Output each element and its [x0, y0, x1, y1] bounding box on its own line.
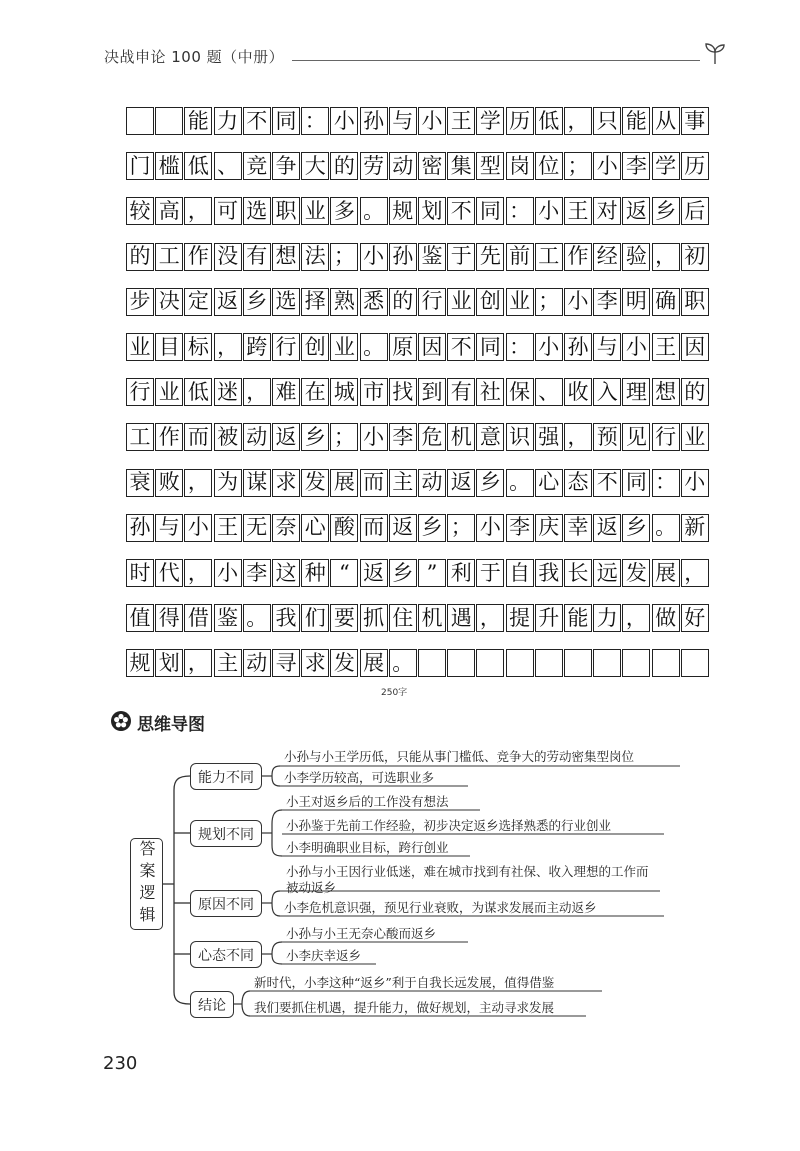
- grid-cell: “: [330, 559, 358, 587]
- grid-cell: 心: [535, 469, 563, 497]
- grid-cell: 到: [418, 378, 446, 406]
- grid-cell: 后: [681, 197, 709, 225]
- flower-icon: [110, 710, 132, 732]
- grid-cell: 目: [155, 333, 183, 361]
- grid-cell: 验: [622, 243, 650, 271]
- grid-cell: 利: [447, 559, 475, 587]
- grid-cell: 想: [272, 243, 300, 271]
- grid-cell: 职: [272, 197, 300, 225]
- grid-cell: 不: [447, 333, 475, 361]
- grid-cell: 发: [301, 469, 329, 497]
- grid-cell: 遇: [447, 604, 475, 632]
- grid-cell: 。: [360, 197, 388, 225]
- grid-cell: 长: [564, 559, 592, 587]
- grid-cell: 能: [184, 107, 212, 135]
- grid-cell: 创: [301, 333, 329, 361]
- grid-cell: 小: [593, 152, 621, 180]
- grid-cell: 机: [418, 604, 446, 632]
- grid-cell: 低: [184, 378, 212, 406]
- grid-cell: 能: [564, 604, 592, 632]
- grid-cell: 小: [622, 333, 650, 361]
- grid-cell: ，: [184, 197, 212, 225]
- grid-cell: 竞: [243, 152, 271, 180]
- grid-cell: 历: [506, 107, 534, 135]
- grid-cell: 乡: [389, 559, 417, 587]
- grid-cell: 见: [622, 423, 650, 451]
- grid-cell: ，: [681, 559, 709, 587]
- grid-cell: 李: [243, 559, 271, 587]
- grid-cell: [622, 649, 650, 677]
- grid-cell: 奈: [272, 514, 300, 542]
- grid-cell: 悉: [360, 288, 388, 316]
- grid-cell: 选: [272, 288, 300, 316]
- grid-cell: 借: [184, 604, 212, 632]
- grid-cell: 决: [155, 288, 183, 316]
- grid-cell: 争: [272, 152, 300, 180]
- grid-cell: 小: [214, 559, 242, 587]
- grid-cell: 熟: [330, 288, 358, 316]
- grid-cell: 心: [301, 514, 329, 542]
- grid-cell: ，: [652, 243, 680, 271]
- grid-cell: 发: [622, 559, 650, 587]
- grid-cell: 业: [330, 333, 358, 361]
- grid-cell: 低: [184, 152, 212, 180]
- grid-cell: 找: [389, 378, 417, 406]
- grid-cell: 我: [272, 604, 300, 632]
- grid-cell: 孙: [126, 514, 154, 542]
- grid-cell: 李: [622, 152, 650, 180]
- grid-cell: 乡: [243, 288, 271, 316]
- grid-cell: 法: [301, 243, 329, 271]
- grid-cell: 乡: [301, 423, 329, 451]
- grid-cell: 小: [681, 469, 709, 497]
- grid-cell: 定: [184, 288, 212, 316]
- grid-cell: 王: [564, 197, 592, 225]
- grid-cell: 提: [506, 604, 534, 632]
- grid-cell: 败: [155, 469, 183, 497]
- grid-cell: 于: [447, 243, 475, 271]
- grid-cell: 划: [155, 649, 183, 677]
- grid-cell: 展: [330, 469, 358, 497]
- grid-cell: ，: [243, 378, 271, 406]
- grid-cell: 经: [593, 243, 621, 271]
- grid-cell: 预: [593, 423, 621, 451]
- grid-cell: 学: [476, 107, 504, 135]
- grid-cell: 李: [593, 288, 621, 316]
- grid-cell: 的: [389, 288, 417, 316]
- grid-cell: 们: [301, 604, 329, 632]
- grid-cell: ，: [214, 333, 242, 361]
- branch-mindset: 心态不同: [190, 941, 262, 968]
- grid-cell: 意: [476, 423, 504, 451]
- grid-cell: 低: [535, 107, 563, 135]
- grid-cell: 小: [535, 197, 563, 225]
- grid-cell: 规: [389, 197, 417, 225]
- grid-cell: 能: [622, 107, 650, 135]
- grid-cell: 孙: [389, 243, 417, 271]
- grid-cell: 乡: [652, 197, 680, 225]
- grid-cell: 我: [535, 559, 563, 587]
- grid-cell: 王: [214, 514, 242, 542]
- word-count: 250字: [381, 688, 408, 698]
- grid-cell: 城: [330, 378, 358, 406]
- grid-cell: [535, 649, 563, 677]
- grid-cell: 而: [184, 423, 212, 451]
- grid-cell: ，: [184, 559, 212, 587]
- grid-cell: 值: [126, 604, 154, 632]
- grid-cell: 跨: [243, 333, 271, 361]
- grid-cell: ；: [330, 423, 358, 451]
- grid-cell: 在: [301, 378, 329, 406]
- grid-cell: 王: [652, 333, 680, 361]
- grid-cell: 型: [476, 152, 504, 180]
- page-number: 230: [103, 1053, 138, 1074]
- grid-cell: 社: [476, 378, 504, 406]
- grid-cell: 求: [301, 649, 329, 677]
- grid-cell: 孙: [564, 333, 592, 361]
- grid-cell: 可: [214, 197, 242, 225]
- grid-cell: 前: [506, 243, 534, 271]
- leaf-conclusion-2: 我们要抓住机遇，提升能力，做好规划，主动寻求发展: [254, 1000, 555, 1015]
- grid-cell: ；: [564, 152, 592, 180]
- grid-cell: 动: [418, 469, 446, 497]
- grid-cell: 新: [681, 514, 709, 542]
- grid-cell: 作: [184, 243, 212, 271]
- grid-cell: 动: [243, 423, 271, 451]
- grid-cell: 求: [272, 469, 300, 497]
- grid-cell: 市: [360, 378, 388, 406]
- grid-cell: 时: [126, 559, 154, 587]
- grid-cell: 收: [564, 378, 592, 406]
- grid-cell: [476, 649, 504, 677]
- grid-cell: 工: [126, 423, 154, 451]
- grid-cell: 小: [330, 107, 358, 135]
- grid-cell: [681, 649, 709, 677]
- grid-cell: 小: [564, 288, 592, 316]
- grid-cell: 行: [272, 333, 300, 361]
- grid-cell: 业: [155, 378, 183, 406]
- grid-cell: 主: [389, 469, 417, 497]
- grid-cell: 学: [652, 152, 680, 180]
- grid-cell: 力: [214, 107, 242, 135]
- grid-cell: 工: [155, 243, 183, 271]
- grid-cell: 划: [418, 197, 446, 225]
- grid-cell: 鉴: [214, 604, 242, 632]
- grid-cell: 业: [681, 423, 709, 451]
- grid-cell: 机: [447, 423, 475, 451]
- grid-cell: 力: [593, 604, 621, 632]
- grid-cell: 岗: [506, 152, 534, 180]
- grid-cell: 难: [272, 378, 300, 406]
- grid-cell: 、: [214, 152, 242, 180]
- grid-cell: 小: [418, 107, 446, 135]
- grid-cell: ：: [652, 469, 680, 497]
- grid-cell: 职: [681, 288, 709, 316]
- grid-cell: 危: [418, 423, 446, 451]
- grid-cell: 多: [330, 197, 358, 225]
- grid-cell: 发: [330, 649, 358, 677]
- leaf-planning-3: 小李明确职业目标，跨行创业: [286, 840, 449, 855]
- grid-cell: 小: [184, 514, 212, 542]
- grid-cell: 乡: [622, 514, 650, 542]
- branch-planning: 规划不同: [190, 820, 262, 847]
- grid-cell: [506, 649, 534, 677]
- grid-cell: 幸: [564, 514, 592, 542]
- grid-cell: 槛: [155, 152, 183, 180]
- grid-cell: ，: [564, 423, 592, 451]
- grid-cell: 行: [126, 378, 154, 406]
- grid-cell: 强: [535, 423, 563, 451]
- grid-cell: 择: [301, 288, 329, 316]
- grid-cell: 初: [681, 243, 709, 271]
- grid-cell: [447, 649, 475, 677]
- grid-cell: 高: [155, 197, 183, 225]
- grid-cell: 乡: [418, 514, 446, 542]
- grid-cell: ：: [506, 333, 534, 361]
- grid-cell: 好: [681, 604, 709, 632]
- grid-cell: 同: [476, 197, 504, 225]
- grid-cell: 想: [652, 378, 680, 406]
- grid-cell: 李: [506, 514, 534, 542]
- grid-cell: 作: [155, 423, 183, 451]
- grid-cell: 小: [535, 333, 563, 361]
- grid-cell: 而: [360, 514, 388, 542]
- grid-cell: 做: [652, 604, 680, 632]
- leaf-mindset-2: 小李庆幸返乡: [286, 948, 362, 963]
- grid-cell: [593, 649, 621, 677]
- grid-cell: 这: [272, 559, 300, 587]
- grid-cell: 从: [652, 107, 680, 135]
- grid-cell: 步: [126, 288, 154, 316]
- grid-cell: 衰: [126, 469, 154, 497]
- grid-cell: ，: [476, 604, 504, 632]
- grid-cell: 抓: [360, 604, 388, 632]
- grid-cell: 返: [622, 197, 650, 225]
- leaf-planning-2: 小孙鉴于先前工作经验，初步决定返乡选择熟悉的行业创业: [286, 818, 612, 833]
- grid-cell: 谋: [243, 469, 271, 497]
- grid-cell: 不: [593, 469, 621, 497]
- grid-cell: [564, 649, 592, 677]
- grid-cell: 先: [476, 243, 504, 271]
- grid-cell: 而: [360, 469, 388, 497]
- grid-cell: [126, 107, 154, 135]
- grid-cell: 对: [593, 197, 621, 225]
- grid-cell: 识: [506, 423, 534, 451]
- grid-cell: 行: [418, 288, 446, 316]
- grid-cell: 较: [126, 197, 154, 225]
- grid-cell: 与: [389, 107, 417, 135]
- running-header: 决战申论 100 题（中册）: [104, 48, 285, 66]
- grid-cell: 返: [593, 514, 621, 542]
- grid-cell: ；: [447, 514, 475, 542]
- grid-cell: 被: [214, 423, 242, 451]
- grid-cell: 不: [243, 107, 271, 135]
- grid-cell: 王: [447, 107, 475, 135]
- grid-cell: 入: [593, 378, 621, 406]
- grid-cell: ：: [506, 197, 534, 225]
- grid-cell: 小: [360, 243, 388, 271]
- grid-cell: 自: [506, 559, 534, 587]
- grid-cell: 作: [564, 243, 592, 271]
- grid-cell: 庆: [535, 514, 563, 542]
- grid-cell: 因: [681, 333, 709, 361]
- grid-cell: 动: [389, 152, 417, 180]
- grid-cell: 集: [447, 152, 475, 180]
- grid-cell: [418, 649, 446, 677]
- grid-cell: ，: [184, 469, 212, 497]
- grid-cell: 选: [243, 197, 271, 225]
- mindmap-heading: 思维导图: [137, 715, 205, 735]
- grid-cell: 小: [476, 514, 504, 542]
- grid-cell: ”: [418, 559, 446, 587]
- grid-cell: 理: [622, 378, 650, 406]
- grid-cell: 原: [389, 333, 417, 361]
- grid-cell: 鉴: [418, 243, 446, 271]
- grid-cell: 返: [272, 423, 300, 451]
- grid-cell: 确: [652, 288, 680, 316]
- grid-cell: 保: [506, 378, 534, 406]
- mindmap-root: 答案逻辑: [130, 838, 163, 930]
- grid-cell: 有: [447, 378, 475, 406]
- grid-cell: 业: [447, 288, 475, 316]
- grid-cell: 动: [243, 649, 271, 677]
- grid-cell: ，: [184, 649, 212, 677]
- grid-cell: 乡: [476, 469, 504, 497]
- grid-cell: 为: [214, 469, 242, 497]
- leaf-reason-2: 小李危机意识强，预见行业衰败，为谋求发展而主动返乡: [284, 900, 597, 915]
- grid-cell: 因: [418, 333, 446, 361]
- grid-cell: 位: [535, 152, 563, 180]
- grid-cell: 孙: [360, 107, 388, 135]
- grid-cell: 李: [389, 423, 417, 451]
- grid-cell: 业: [506, 288, 534, 316]
- grid-cell: ；: [535, 288, 563, 316]
- grid-cell: 要: [330, 604, 358, 632]
- grid-cell: 事: [681, 107, 709, 135]
- grid-cell: 不: [447, 197, 475, 225]
- grid-cell: 展: [360, 649, 388, 677]
- grid-cell: 返: [360, 559, 388, 587]
- grid-cell: 同: [622, 469, 650, 497]
- grid-cell: 。: [243, 604, 271, 632]
- grid-cell: ；: [330, 243, 358, 271]
- grid-cell: 展: [652, 559, 680, 587]
- grid-cell: 态: [564, 469, 592, 497]
- grid-cell: 有: [243, 243, 271, 271]
- grid-cell: 同: [476, 333, 504, 361]
- grid-cell: 没: [214, 243, 242, 271]
- grid-cell: 只: [593, 107, 621, 135]
- grid-cell: 同: [272, 107, 300, 135]
- grid-cell: 与: [155, 514, 183, 542]
- grid-cell: 门: [126, 152, 154, 180]
- grid-cell: 工: [535, 243, 563, 271]
- grid-cell: 。: [506, 469, 534, 497]
- grid-cell: 业: [301, 197, 329, 225]
- branch-reason: 原因不同: [190, 890, 262, 917]
- leaf-ability-1: 小孙与小王学历低，只能从事门槛低、竞争大的劳动密集型岗位: [284, 749, 635, 764]
- grid-cell: 返: [447, 469, 475, 497]
- branch-conclusion: 结论: [190, 991, 234, 1018]
- grid-cell: 主: [214, 649, 242, 677]
- branch-ability: 能力不同: [190, 763, 262, 790]
- grid-cell: 业: [126, 333, 154, 361]
- leaf-planning-1: 小王对返乡后的工作没有想法: [286, 794, 449, 809]
- grid-cell: 。: [360, 333, 388, 361]
- grid-cell: 小: [360, 423, 388, 451]
- grid-cell: 明: [622, 288, 650, 316]
- grid-cell: [652, 649, 680, 677]
- grid-cell: 历: [681, 152, 709, 180]
- grid-cell: 劳: [360, 152, 388, 180]
- grid-cell: 得: [155, 604, 183, 632]
- leaf-mindset-1: 小孙与小王无奈心酸而返乡: [286, 926, 437, 941]
- grid-cell: 住: [389, 604, 417, 632]
- grid-cell: 规: [126, 649, 154, 677]
- grid-cell: 酸: [330, 514, 358, 542]
- grid-cell: 迷: [214, 378, 242, 406]
- grid-cell: ：: [301, 107, 329, 135]
- grid-cell: 的: [126, 243, 154, 271]
- grid-cell: 代: [155, 559, 183, 587]
- grid-cell: 寻: [272, 649, 300, 677]
- grid-cell: 标: [184, 333, 212, 361]
- grid-cell: 于: [476, 559, 504, 587]
- grid-cell: 密: [418, 152, 446, 180]
- grid-cell: 种: [301, 559, 329, 587]
- grid-cell: 返: [389, 514, 417, 542]
- grid-cell: 无: [243, 514, 271, 542]
- leaf-reason-1: 小孙与小王因行业低迷，难在城市找到有社保、收入理想的工作而被动返乡: [286, 864, 649, 895]
- grid-cell: 返: [214, 288, 242, 316]
- grid-cell: 大: [301, 152, 329, 180]
- grid-cell: 、: [535, 378, 563, 406]
- grid-cell: 与: [593, 333, 621, 361]
- grid-cell: 的: [681, 378, 709, 406]
- grid-cell: 创: [476, 288, 504, 316]
- grid-cell: [155, 107, 183, 135]
- grid-cell: ，: [622, 604, 650, 632]
- grid-cell: 升: [535, 604, 563, 632]
- grid-cell: 。: [389, 649, 417, 677]
- grid-cell: 远: [593, 559, 621, 587]
- grid-cell: 行: [652, 423, 680, 451]
- grid-cell: 的: [330, 152, 358, 180]
- grid-cell: 。: [652, 514, 680, 542]
- grid-cell: ，: [564, 107, 592, 135]
- leaf-ability-2: 小李学历较高，可选职业多: [284, 770, 435, 785]
- leaf-conclusion-1: 新时代，小李这种“返乡”利于自我长远发展，值得借鉴: [254, 975, 555, 990]
